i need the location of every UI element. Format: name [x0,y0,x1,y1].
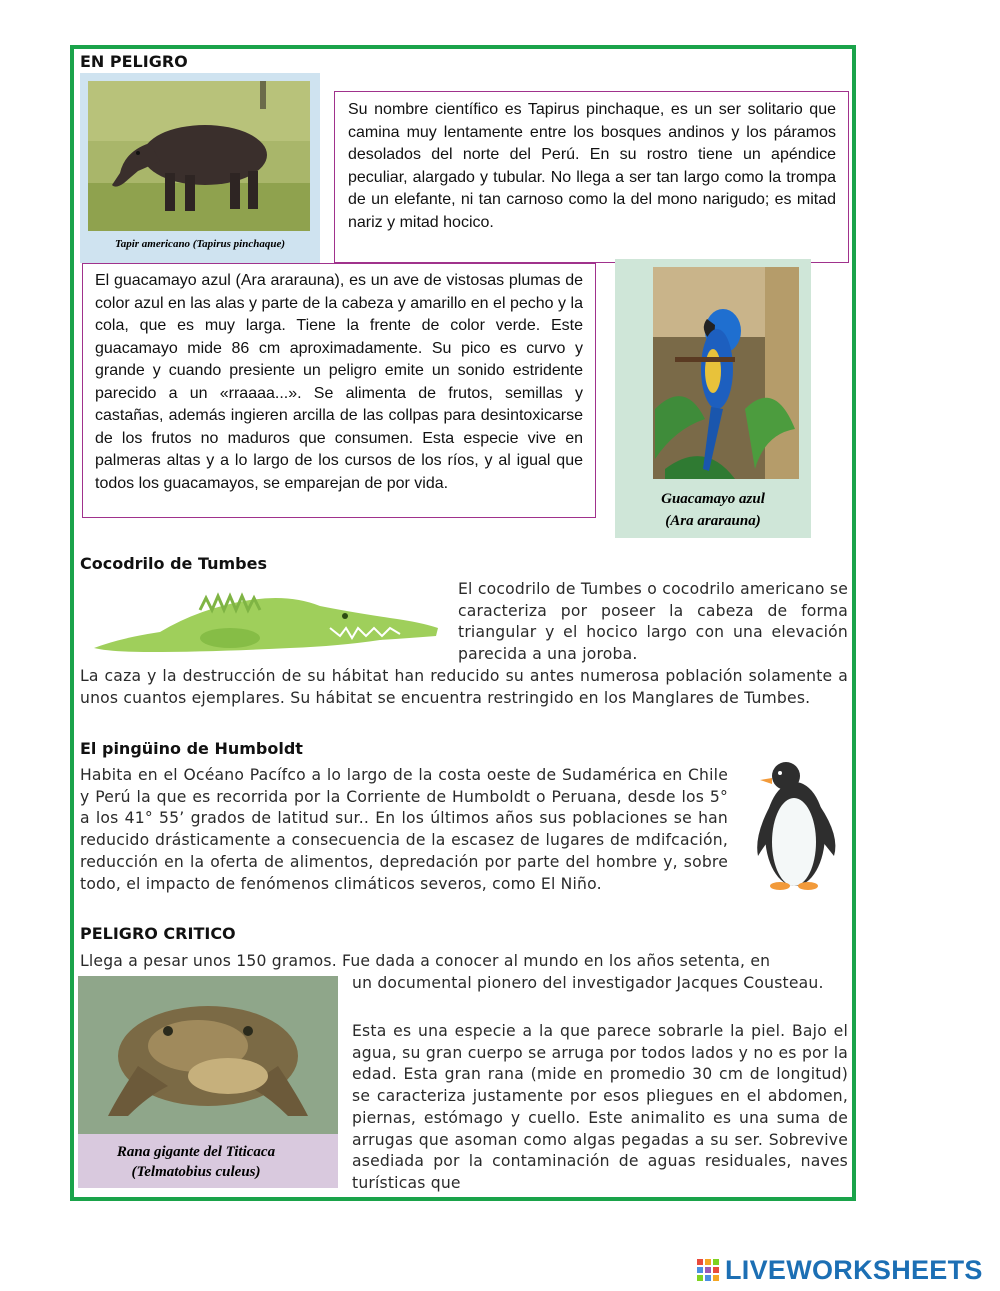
penguin-image [750,756,840,892]
macaw-illustration [615,259,811,538]
tapir-photo [80,73,320,263]
liveworksheets-logo-icon [697,1259,719,1281]
section-heading-pinguino: El pingüino de Humboldt [80,739,303,758]
section-heading-peligro-critico: PELIGRO CRITICO [80,924,236,943]
guacamayo-description: El guacamayo azul (Ara ararauna), es un ave de vistosas plumas de color azul en las alas y parte de la cabeza y amarillo en el pecho y la cola, que es muy larga. Tiene la frente de color verde. Este guacamayo mide 86 cm aproximadamente. Su pico es curvo y grande y cuando presiente un peligro emite un sonido estridente parecido a un «rraaaa...». Se alimenta de frutos, semillas y castañas, además ingieren arcilla de las collpas para desintoxicarse de los frutos no maduros que consumen. Esta especie vive en palmeras altas y a lo largo de los cursos de los ríos, y al igual que todos los guacamayos, se emparejan de por vida. [95,272,583,492]
guacamayo-photo [615,259,811,538]
guacamayo-text-box [82,263,596,518]
guacamayo-caption-name: Guacamayo azul [661,491,765,507]
rana-intro-continuation: un documental pionero del investigador Jacques Cousteau. [352,974,824,992]
rana-photo [78,976,338,1188]
rana-description: Esta es una especie a la que parece sobrarle la piel. Bajo el agua, su gran cuerpo se arruga por todos lados y no es por la edad. Esta gran rana (mide en promedio 30 cm de longitud) se caracteriza justamente por esos pliegues en el abdomen, piernas, estómago y cuello. Este animalito es una suma de arrugas que asoman como algas pegadas a su ser. Sobrevive asediada por la contaminación de aguas residuales, naves turísticas que [352,1022,848,1192]
rana-intro-text: Llega a pesar unos 150 gramos. Fue dada a conocer al mundo en los años setenta, en [80,952,771,970]
rana-caption-name: Rana gigante del Titicaca [116,1144,276,1160]
penguin-illustration [750,756,840,892]
liveworksheets-logo-text: LIVEWORKSHEETS [725,1255,983,1285]
guacamayo-caption-scientific: (Ara ararauna) [665,513,761,529]
tapir-description: Su nombre científico es Tapirus pinchaque, es un ser solitario que camina muy lentamente entre los bosques andinos y los páramos desolados del norte del Perú. En su rostro tiene un apéndice peculiar, alargado y tubular. No llega a ser tan largo como la trompa de un elefante, ni tan carnoso como la del mono narigudo; es mitad nariz y mitad hocico. [348,101,836,231]
frog-illustration [78,976,338,1188]
cocodrilo-side-text: El cocodrilo de Tumbes o cocodrilo americano se caracteriza por poseer la cabeza de forma triangular y el hocico largo con una elevación parecida a una joroba. [458,580,848,664]
section-heading-en-peligro: EN PELIGRO [80,52,188,71]
section-heading-cocodrilo: Cocodrilo de Tumbes [80,554,268,573]
cocodrilo-full-text: La caza y la destrucción de su hábitat han reducido su antes numerosa población solamente a unos cuantos ejemplares. Su hábitat se encuentra restringido en los Manglares de Tumbes. [80,667,848,707]
pinguino-text: Habita en el Océano Pacífco a lo largo de la costa oeste de Sudamérica en Chile y Perú la que es recorrida por la Corriente de Humboldt o Peruana, desde los 5° a los 41° 55’ grados de latitud sur.. En los últimos años sus poblaciones se han reducido drásticamente a consecuencia de la escasez de lugares de mdifcación, reducción en la oferta de alimentos, depredación por parte del hombre y, sobre todo, el impacto de fenómenos climáticos severos, como El Niño. [80,766,728,893]
crocodile-image [90,588,440,656]
crocodile-illustration [90,588,440,656]
tapir-text-box [334,91,849,263]
rana-caption-scientific: (Telmatobius culeus) [131,1164,261,1180]
tapir-caption: Tapir americano (Tapirus pinchaque) [114,238,286,250]
liveworksheets-logo[interactable] [697,1253,997,1287]
tapir-illustration [80,73,320,263]
